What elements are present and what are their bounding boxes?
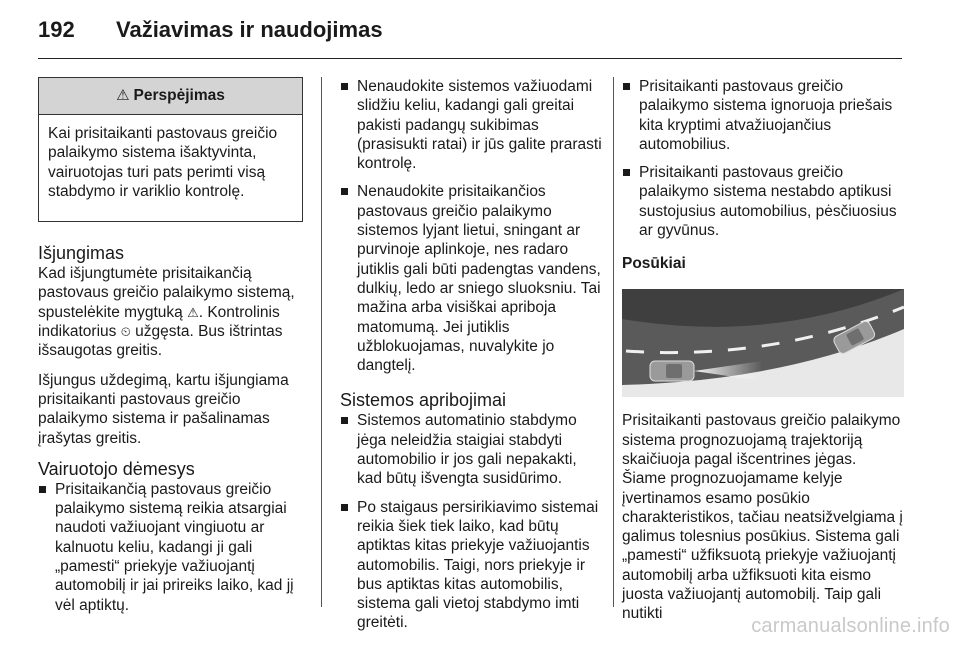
warning-title: Perspėjimas (133, 87, 225, 105)
curves-paragraph: Prisitaikanti pastovaus greičio palaikymo sistema prognozuojamą trajektoriją skaičiuoja pagal išcentrines jėgas. Šiame prognozuojamame kelyje įvertinamos esamo posūkio charakteristikos, tačiau neatsižvelgiama į galimus tolesnius posūkius. Sistema gali „pamesti“ užfiksuotą priekyje važiuojantį automobilį arba užfiksuoti kita eismo juosta važiuojantį automobilį. Taip gali nutikti (622, 412, 903, 623)
column-2 (340, 77, 602, 647)
off-text-c: užgęsta. Bus ištrintas išsaugotas greitis. (38, 323, 283, 360)
list-item: Prisitaikanti pastovaus greičio palaikymo sistema nestabdo aptikusi sustojusius automobilius, pėsčiuosius ar gyvūnus. (622, 163, 904, 240)
cruise-control-indicator-icon: ⏲ (120, 324, 131, 340)
usage-list (340, 77, 602, 375)
off-paragraph-2: Išjungus uždegimą, kartu išjungiama prisitaikanti pastovaus greičio palaikymo sistema ir pašalinamas įrašytas greitis. (38, 371, 289, 447)
list-item: Prisitaikančią pastovaus greičio palaikymo sistemą reikia atsargiai naudoti važiuojant vingiuotu ar kalnuotu keliu, kadangi ji gali „pamesti“ priekyje važiuojantį automobilį ir jai prireiks laiko, kad jį vėl aptiktų. (38, 480, 303, 615)
header-rule (38, 58, 902, 59)
list-item: Nenaudokite sistemos važiuodami slidžiu keliu, kadangi gali greitai pakisti padangų sukibimas (prasisukti ratai) ir jūs galite prarasti kontrolę. (340, 77, 602, 173)
column-divider (613, 77, 614, 607)
list-item: Po staigaus persirikiavimo sistemai reikia šiek tiek laiko, kad būtų aptiktas kitas priekyje važiuojantis automobilis. Taigi, nors priekyje ir bus aptiktas kitas automobilis, sistema gali vietoj stabdymo imti greitėti. (340, 498, 602, 633)
own-car-icon (650, 361, 694, 381)
page-title: Važiavimas ir naudojimas (116, 17, 383, 42)
column-1 (38, 77, 303, 629)
section-heading-attention: Vairuotojo dėmesys (38, 458, 195, 479)
attention-list (38, 480, 303, 615)
warning-header (39, 78, 302, 115)
warning-text: Kai prisitaikanti pastovaus greičio palaikymo sistema išaktyvinta, vairuotojas turi pats perimti visą stabdymo ir variklio kontrolę. (48, 125, 278, 200)
warning-triangle-icon: ⚠ (116, 87, 130, 105)
list-item: Sistemos automatinio stabdymo jėga neleidžia staigiai stabdyti automobilio ir jos gali nepakakti, kad būtų išvengta susidūrimo. (340, 411, 602, 488)
page-number: 192 (38, 17, 75, 42)
limits-list (340, 411, 602, 632)
list-item: Nenaudokite prisitaikančios pastovaus greičio palaikymo sistemos lyjant lietui, sningant ar purvinoje aplinkoje, nes radaro jutiklis gali būti padengtas vandens, dulkių, ledo ar sniego sluoksniu. Tai mažina arba visiškai apriboja matomumą. Jei jutiklis užblokuojamas, nuvalykite jo dangtelį. (340, 182, 602, 375)
watermark: carmanualsonline.info (751, 615, 950, 637)
off-text-b: . Kontrolinis indikatorius (38, 303, 280, 341)
ignore-list (622, 77, 904, 240)
column-divider (321, 77, 322, 607)
column-3 (622, 77, 904, 634)
section-heading-limits: Sistemos apribojimai (340, 390, 507, 411)
cruise-control-button-icon: ⚠︎ (187, 304, 199, 320)
off-text-a: Kad išjungtumėte prisitaikančią pastovaus greičio palaikymo sistemą, spustelėkite mygtuką (38, 265, 295, 321)
section-heading-off: Išjungimas (38, 243, 125, 264)
curve-road-illustration (622, 289, 904, 397)
list-item: Prisitaikanti pastovaus greičio palaikymo sistema ignoruoja priešais kita kryptimi atvažiuojančius automobilius. (622, 77, 904, 154)
warning-box (38, 77, 303, 222)
section-heading-curves: Posūkiai (622, 255, 686, 273)
off-paragraph-1 (38, 264, 303, 360)
